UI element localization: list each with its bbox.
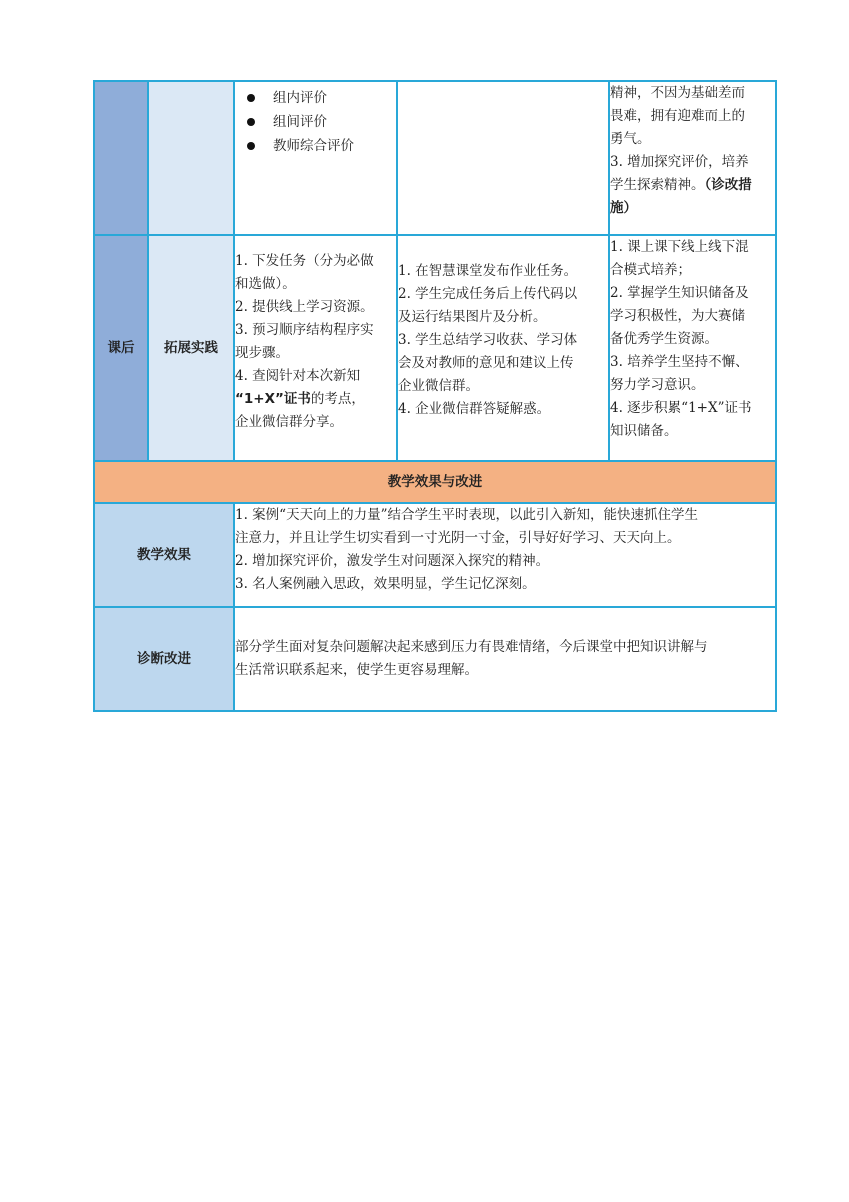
text-line: “1+X”证书的考点， (235, 391, 365, 407)
stage-label: 课后 (94, 235, 148, 461)
text-line: 和选做）。 (235, 276, 296, 292)
text-line: 4. 逐步积累“1+X”证书 (610, 400, 752, 416)
bullet-icon (247, 118, 255, 126)
text-line: 4. 查阅针对本次新知 (235, 368, 361, 384)
text-line: 3. 预习顺序结构程序实 (235, 322, 374, 338)
text-line: 2. 增加探究评价，激发学生对问题深入探究的精神。 (235, 553, 550, 569)
text-line: 生活常识联系起来，使学生更容易理解。 (235, 662, 478, 678)
improve-label: 诊断改进 (94, 607, 234, 711)
effect-row (94, 503, 776, 607)
bold-note: （诊改措 (704, 177, 752, 193)
teacher-activity-cell (234, 235, 397, 461)
evaluation-list (235, 82, 396, 158)
text-line: 2. 提供线上学习资源。 (235, 299, 374, 315)
effect-label: 教学效果 (94, 503, 234, 607)
text-line: 畏难，拥有迎难而上的 (610, 108, 745, 124)
text-line: 现步骤。 (235, 345, 289, 361)
text-line: 3. 名人案例融入思政，效果明显，学生记忆深刻。 (235, 576, 536, 592)
improve-content (234, 607, 776, 711)
list-item: 组间评价 (247, 110, 396, 134)
design-intent-cell (609, 235, 776, 461)
text-line: 勇气。 (610, 131, 651, 147)
list-item: 组内评价 (247, 86, 396, 110)
text-line: 4. 企业微信群答疑解惑。 (398, 401, 551, 417)
text-line: 1. 在智慧课堂发布作业任务。 (398, 263, 578, 279)
text-line: 3. 学生总结学习收获、学习体 (398, 332, 578, 348)
after-class-row (94, 235, 776, 461)
text-line: 2. 学生完成任务后上传代码以 (398, 286, 578, 302)
stage-cell (94, 81, 148, 235)
text-line: 努力学习意识。 (610, 377, 705, 393)
bold-note: 施） (610, 200, 637, 216)
phase-cell (148, 81, 234, 235)
text-line: 学习积极性，为大赛储 (610, 308, 745, 324)
text-line: 部分学生面对复杂问题解决起来感到压力有畏难情绪，今后课堂中把知识讲解与 (235, 639, 708, 655)
text-line: 精神，不因为基础差而 (610, 85, 745, 101)
list-item: 教师综合评价 (247, 134, 396, 158)
text-line: 企业微信群。 (398, 378, 479, 394)
evaluation-row (94, 81, 776, 235)
effect-content (234, 503, 776, 607)
text-line: 注意力，并且让学生切实看到一寸光阴一寸金，引导好好学习、天天向上。 (235, 530, 681, 546)
section-header-row (94, 461, 776, 503)
text-line: 企业微信群分享。 (235, 414, 343, 430)
text-line: 3. 增加探究评价，培养 (610, 154, 749, 170)
evaluation-cell (234, 81, 397, 235)
text-line: 知识储备。 (610, 423, 678, 439)
student-activity-cell (397, 235, 609, 461)
bullet-icon (247, 142, 255, 150)
section-title: 教学效果与改进 (94, 461, 776, 503)
bold-note: “1+X”证书 (235, 391, 311, 407)
text-line: 会及对教师的意见和建议上传 (398, 355, 574, 371)
bullet-icon (247, 94, 255, 102)
text-line: 2. 掌握学生知识储备及 (610, 285, 749, 301)
text-line: 1. 课上课下线上线下混 (610, 239, 749, 255)
phase-label: 拓展实践 (148, 235, 234, 461)
improve-row (94, 607, 776, 711)
text-line: 3. 培养学生坚持不懈、 (610, 354, 749, 370)
design-intent-cell (609, 81, 776, 235)
text-line: 及运行结果图片及分析。 (398, 309, 547, 325)
text-line: 1. 案例“天天向上的力量”结合学生平时表现，以此引入新知，能快速抓住学生 (235, 507, 698, 523)
student-activity-cell (397, 81, 609, 235)
text-line: 备优秀学生资源。 (610, 331, 718, 347)
text-line: 1. 下发任务（分为必做 (235, 253, 374, 269)
text-line: 合模式培养； (610, 262, 691, 278)
lesson-plan-table (93, 80, 777, 712)
text-line: 学生探索精神。（诊改措 (610, 177, 752, 193)
